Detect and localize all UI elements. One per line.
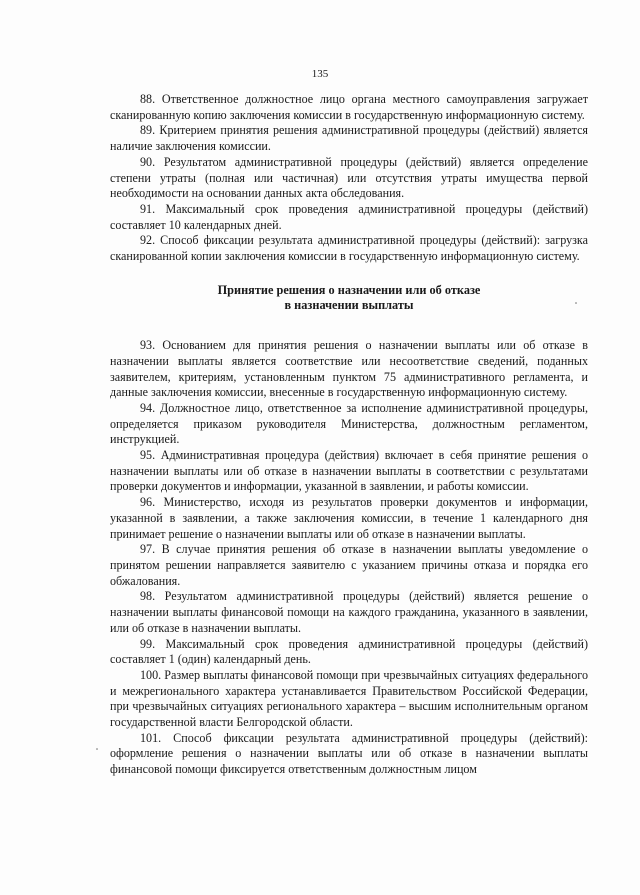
paragraph-91: 91. Максимальный срок проведения административной процедуры (действий) составляет 10 календарных дней. bbox=[110, 201, 588, 232]
paragraph-99: 99. Максимальный срок проведения административной процедуры (действий) составляет 1 (один) календарный день. bbox=[110, 636, 588, 667]
page-number: 135 bbox=[311, 68, 329, 80]
paragraph-96: 96. Министерство, исходя из результатов проверки документов и информации, указанной в заявлении, а также заключения комиссии, в течение 1 календарного дня принимает решение о назначении выплаты или об отказе в назначении выплаты. bbox=[110, 495, 588, 541]
paragraph-97: 97. В случае принятия решения об отказе в назначении выплаты уведомление о принятом решении направляется заявителю с указанием причины отказа и порядка его обжалования. bbox=[110, 542, 588, 588]
scan-speck bbox=[575, 302, 577, 304]
document-body bbox=[110, 92, 588, 778]
paragraph-88: 88. Ответственное должностное лицо органа местного самоуправления загружает сканированную копию заключения комиссии в государственную информационную систему. bbox=[110, 92, 588, 122]
paragraph-89: 89. Критерием принятия решения административной процедуры (действий) является наличие заключения комиссии. bbox=[110, 123, 588, 154]
paragraph-90: 90. Результатом административной процедуры (действий) является определение степени утраты (полная или частичная) или отсутствия утраты имущества первой необходимости на основании данных акта обследования. bbox=[110, 154, 588, 201]
paragraph-94: 94. Должностное лицо, ответственное за исполнение административной процедуры, определяется приказом руководителя Министерства, должностным регламентом, инструкцией. bbox=[110, 400, 588, 447]
section-heading-line-1: Принятие решения о назначении или об отказе bbox=[217, 282, 481, 297]
paragraph-100: 100. Размер выплаты финансовой помощи при чрезвычайных ситуациях федерального и межрегионального характера устанавливается Правительством Российской Федерации, при чрезвычайных ситуациях регионального характера – высшим исполнительным органом государственной власти Белгородской области. bbox=[110, 667, 588, 730]
section-heading-line-2: в назначении выплаты bbox=[284, 298, 414, 313]
paragraph-98: 98. Результатом административной процедуры (действий) является решение о назначении выплаты финансовой помощи на каждого гражданина, указанного в заявлении, или об отказе в назначении выплаты. bbox=[110, 589, 588, 635]
paragraph-95: 95. Административная процедура (действия) включает в себя принятие решения о назначении выплаты или об отказе в назначении выплаты в соответствии с результатами проверки документов и информации, указанной в заявлении, и работы комиссии. bbox=[110, 448, 588, 494]
scan-speck bbox=[96, 748, 98, 750]
section-heading bbox=[110, 283, 588, 314]
paragraph-101: 101. Способ фиксации результата административной процедуры (действий): оформление решения о назначении выплаты или об отказе в назначении выплаты финансовой помощи фиксируется ответственным должностным лицом bbox=[110, 730, 588, 777]
paragraph-92: 92. Способ фиксации результата административной процедуры (действий): загрузка сканированной копии заключения комиссии в государственную информационную систему. bbox=[110, 233, 588, 264]
paragraph-93: 93. Основанием для принятия решения о назначении выплаты или об отказе в назначении выплаты является соответствие или несоответствие сведений, поданных заявителем, критериям, установленным пунктом 75 административного регламента, и данные заключения комиссии, внесенные в государственную информационную систему. bbox=[110, 338, 588, 400]
